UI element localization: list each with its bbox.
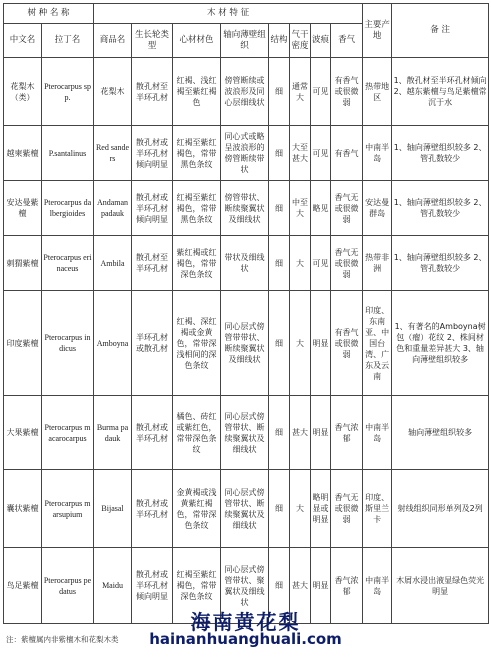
origin-cell: 安达曼群岛 <box>363 181 392 236</box>
fragrance-cell: 有香气 <box>331 126 363 181</box>
watermark-title: 海南黄花梨 <box>190 610 301 634</box>
latin-name-cell: Pterocarpus spp. <box>42 58 94 126</box>
structure-cell: 细 <box>269 126 290 181</box>
remark-cell: 1、轴向薄壁组织较多 2、管孔数较少 <box>392 126 489 181</box>
trade-name-cell: Amboyna <box>94 291 132 396</box>
watermark-url: hainanhuanghuali.com <box>149 630 342 648</box>
ripple-cell: 可见 <box>311 236 331 291</box>
heartwood-color-cell: 红褐、深红褐或金黄色，常带深浅相间的深色条纹 <box>173 291 221 396</box>
wood-features-group-header: 木 材 特 征 <box>94 4 363 24</box>
chinese-name-cell: 花梨木（类） <box>4 58 42 126</box>
ripple-cell: 明显 <box>311 396 331 470</box>
ripple-marks-header: 波痕 <box>311 24 331 58</box>
ripple-cell: 略明显或明显 <box>311 470 331 548</box>
wood-species-table <box>3 3 489 624</box>
heartwood-color-cell: 红褐至紫红褐色，常带黑色条纹 <box>173 181 221 236</box>
growth-ring-cell: 散孔材或半环孔材倾向明显 <box>132 126 173 181</box>
origin-cell: 中南半岛 <box>363 548 392 624</box>
fragrance-cell: 香气无或很微弱 <box>331 236 363 291</box>
remark-cell: 1、散孔材至半环孔材倾向 2、越东紫檀与鸟足紫檀常沉于水 <box>392 58 489 126</box>
structure-cell: 细 <box>269 58 290 126</box>
structure-cell: 细 <box>269 181 290 236</box>
remark-cell: 射线组织同形单列及2列 <box>392 470 489 548</box>
heartwood-color-cell: 红褐至紫红褐色，常带黑色条纹 <box>173 126 221 181</box>
growth-ring-cell: 散孔材至半环孔材 <box>132 236 173 291</box>
density-cell: 通常大 <box>290 58 311 126</box>
ripple-cell: 可见 <box>311 126 331 181</box>
trade-name-cell: Andaman padauk <box>94 181 132 236</box>
table-row <box>4 126 489 181</box>
table-row <box>4 470 489 548</box>
ripple-cell: 略见 <box>311 181 331 236</box>
latin-name-cell: Pterocarpus dalbergioides <box>42 181 94 236</box>
trade-name-cell: Maidu <box>94 548 132 624</box>
heartwood-color-cell: 金黄褐或浅黄紫红褐色，常带深色条纹 <box>173 470 221 548</box>
structure-header: 结构 <box>269 24 290 58</box>
remark-cell: 1、轴向薄壁组织较多 2、管孔数较少 <box>392 181 489 236</box>
chinese-name-cell: 印度紫檀 <box>4 291 42 396</box>
chinese-name-header: 中文名 <box>4 24 42 58</box>
latin-name-header: 拉丁名 <box>42 24 94 58</box>
trade-name-cell: Red sanders <box>94 126 132 181</box>
remark-cell: 1、轴向薄壁组织较多 2、管孔数较少 <box>392 236 489 291</box>
parenchyma-cell: 同心层式傍管带状、断续聚翼状及细线状 <box>221 470 269 548</box>
parenchyma-header: 轴向薄壁组织 <box>221 24 269 58</box>
density-cell: 甚大 <box>290 396 311 470</box>
trade-name-header: 商品名 <box>94 24 132 58</box>
parenchyma-cell: 同心层式傍管带状、断续聚翼状及细线状 <box>221 396 269 470</box>
growth-ring-cell: 半环孔材或散孔材 <box>132 291 173 396</box>
parenchyma-cell: 同心层式傍管带状、聚翼状及细线状 <box>221 548 269 624</box>
structure-cell: 细 <box>269 396 290 470</box>
fragrance-cell: 香气无或很微弱 <box>331 470 363 548</box>
footnote: 注：紫檀属内非紫檀木和花梨木类 <box>6 635 119 644</box>
fragrance-cell: 有香气或很微弱 <box>331 58 363 126</box>
growth-ring-header: 生长轮类型 <box>132 24 173 58</box>
table-row <box>4 291 489 396</box>
structure-cell: 细 <box>269 548 290 624</box>
heartwood-color-header: 心材材色 <box>173 24 221 58</box>
species-name-group-header: 树 种 名 称 <box>4 4 94 24</box>
density-cell: 大至甚大 <box>290 126 311 181</box>
growth-ring-cell: 散孔材或半环孔材倾向明显 <box>132 548 173 624</box>
heartwood-color-cell: 紫红褐或红褐色，常带深色条纹 <box>173 236 221 291</box>
density-cell: 大 <box>290 236 311 291</box>
fragrance-cell: 香气浓郁 <box>331 396 363 470</box>
parenchyma-cell: 同心式或略呈波浪形的傍管断续带状 <box>221 126 269 181</box>
trade-name-cell: Ambila <box>94 236 132 291</box>
structure-cell: 细 <box>269 291 290 396</box>
density-cell: 大 <box>290 291 311 396</box>
chinese-name-cell: 越柬紫檀 <box>4 126 42 181</box>
trade-name-cell: Bijasal <box>94 470 132 548</box>
ripple-cell: 明显 <box>311 548 331 624</box>
latin-name-cell: Pterocarpus pedatus <box>42 548 94 624</box>
table-row <box>4 58 489 126</box>
origin-cell: 中南半岛 <box>363 126 392 181</box>
chinese-name-cell: 囊状紫檀 <box>4 470 42 548</box>
trade-name-cell: 花梨木 <box>94 58 132 126</box>
origin-header: 主要产地 <box>363 4 392 58</box>
density-cell: 甚大 <box>290 548 311 624</box>
parenchyma-cell: 同心层式傍管带带状、断续聚翼状及细线状 <box>221 291 269 396</box>
fragrance-cell: 香气浓郁 <box>331 548 363 624</box>
table-row <box>4 396 489 470</box>
chinese-name-cell: 鸟足紫檀 <box>4 548 42 624</box>
growth-ring-cell: 散孔材或半环孔材 <box>132 396 173 470</box>
parenchyma-cell: 傍管断续或波浪形及同心层细线状 <box>221 58 269 126</box>
latin-name-cell: Pterocarpus macarocarpus <box>42 396 94 470</box>
chinese-name-cell: 大果紫檀 <box>4 396 42 470</box>
heartwood-color-cell: 红褐、浅红褐至紫红褐色 <box>173 58 221 126</box>
ripple-cell: 可见 <box>311 58 331 126</box>
density-cell: 大 <box>290 470 311 548</box>
origin-cell: 热带地区 <box>363 58 392 126</box>
remark-cell: 1、有著名的Amboyna树包（瘤）花纹 2、株间材色和重量差异甚大 3、轴向薄壁组织较多 <box>392 291 489 396</box>
ripple-cell: 明显 <box>311 291 331 396</box>
trade-name-cell: Burma padauk <box>94 396 132 470</box>
heartwood-color-cell: 红褐至紫红褐色，常带深色条纹 <box>173 548 221 624</box>
fragrance-cell: 香气无或很微弱 <box>331 181 363 236</box>
chinese-name-cell: 刺猬紫檀 <box>4 236 42 291</box>
growth-ring-cell: 散孔材或半环孔材倾向明显 <box>132 181 173 236</box>
remarks-header: 备 注 <box>392 4 489 58</box>
heartwood-color-cell: 橘色、砖红或紫红色，常带深色条纹 <box>173 396 221 470</box>
table-row <box>4 236 489 291</box>
parenchyma-cell: 带状及细线状 <box>221 236 269 291</box>
latin-name-cell: Pterocarpus indicus <box>42 291 94 396</box>
remark-cell: 轴向薄壁组织较多 <box>392 396 489 470</box>
fragrance-header: 香气 <box>331 24 363 58</box>
growth-ring-cell: 散孔材至半环孔材 <box>132 58 173 126</box>
density-cell: 中至大 <box>290 181 311 236</box>
latin-name-cell: Pterocarpus marsupium <box>42 470 94 548</box>
remark-cell: 木屑水浸出液显绿色荧光明显 <box>392 548 489 624</box>
latin-name-cell: Pterocarpus erinaceus <box>42 236 94 291</box>
chinese-name-cell: 安达曼紫檀 <box>4 181 42 236</box>
origin-cell: 热带非洲 <box>363 236 392 291</box>
structure-cell: 细 <box>269 236 290 291</box>
air-dry-density-header: 气干密度 <box>290 24 311 58</box>
fragrance-cell: 有香气或很微弱 <box>331 291 363 396</box>
origin-cell: 印度、东南亚、中国台湾、广东及云南 <box>363 291 392 396</box>
structure-cell: 细 <box>269 470 290 548</box>
latin-name-cell: P.santalinus <box>42 126 94 181</box>
origin-cell: 印度、斯里兰卡 <box>363 470 392 548</box>
growth-ring-cell: 散孔材或半环孔材 <box>132 470 173 548</box>
table-row <box>4 181 489 236</box>
origin-cell: 中南半岛 <box>363 396 392 470</box>
parenchyma-cell: 傍管带状、断续聚翼状及细线状 <box>221 181 269 236</box>
